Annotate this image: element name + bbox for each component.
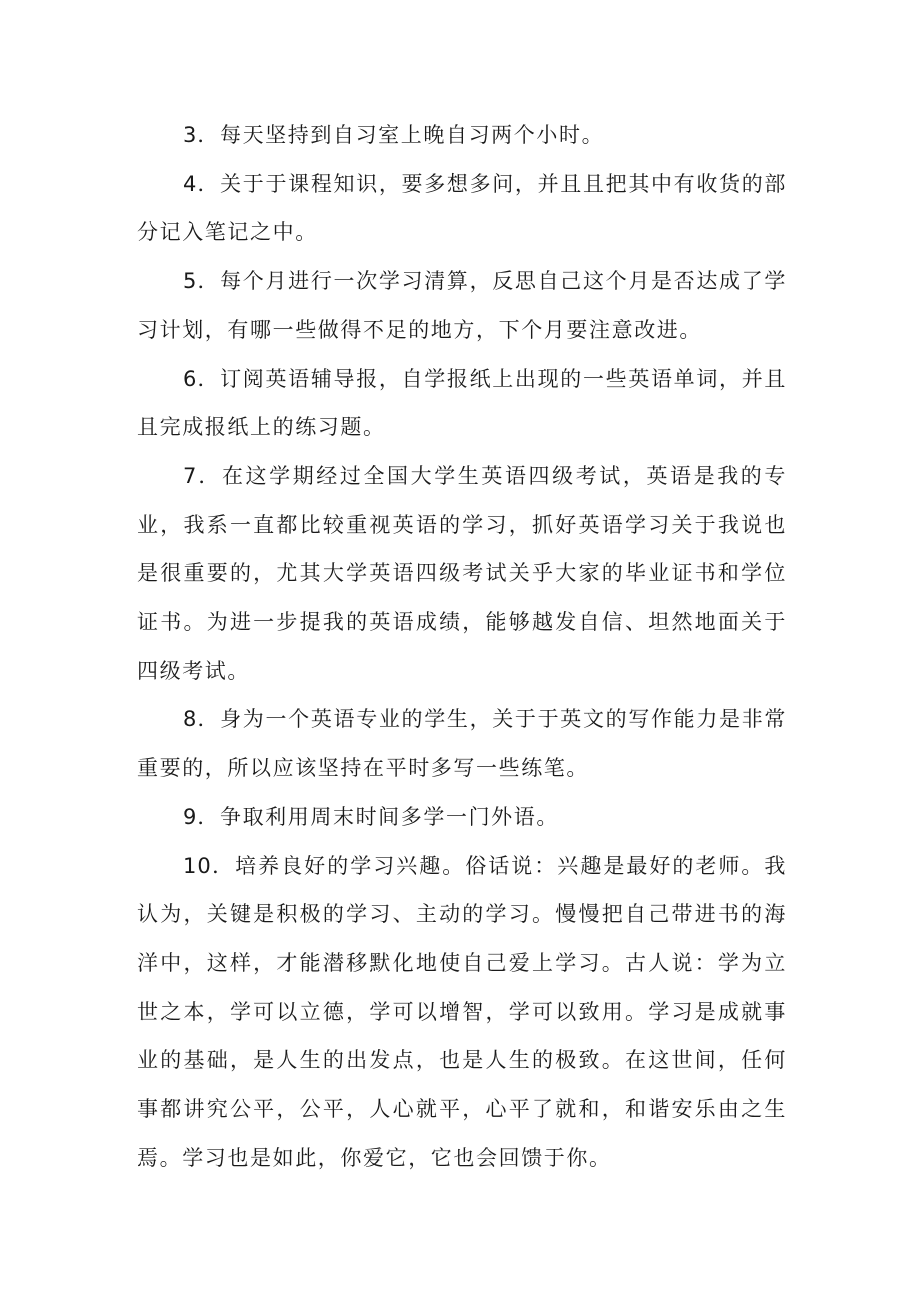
item-number: 3 (183, 123, 198, 147)
item-text: ．培养良好的学习兴趣。俗话说：兴趣是最好的老师。我认为，关键是积极的学习、主动的学习。慢慢把自己带进书的海洋中，这样，才能潜移默化地使自己爱上学习。古人说：学为立世之本，学可以立德，学可以增智，学可以致用。学习是成就事业的基础，是人生的出发点，也是人生的极致。在这世间，任何事都讲究公平，公平，人心就平，心平了就和，和谐安乐由之生焉。学习也是如此，你爱它，它也会回馈于你。 (137, 853, 787, 1170)
item-text: ．在这学期经过全国大学生英语四级考试，英语是我的专业，我系一直都比较重视英语的学习，抓好英语学习关于我说也是很重要的，尤其大学英语四级考试关乎大家的毕业证书和学位证书。为进一步提我的英语成绩，能够越发自信、坦然地面关于四级考试。 (137, 463, 787, 683)
item-text: ．关于于课程知识，要多想多问，并且且把其中有收货的部分记入笔记之中。 (137, 171, 787, 245)
list-item-3 (137, 111, 787, 160)
item-number: 5 (183, 269, 198, 294)
item-number: 8 (183, 707, 198, 732)
item-text: ．每天坚持到自习室上晚自习两个小时。 (197, 123, 605, 147)
item-number: 6 (183, 366, 198, 391)
item-text: ．身为一个英语专业的学生，关于于英文的写作能力是非常重要的，所以应该坚持在平时多写一些练笔。 (137, 707, 787, 781)
list-item-7 (137, 452, 787, 696)
item-number: 4 (183, 171, 198, 196)
list-item-8 (137, 695, 787, 792)
item-text: ．订阅英语辅导报，自学报纸上出现的一些英语单词，并且且完成报纸上的练习题。 (137, 366, 787, 440)
item-number: 7 (183, 463, 198, 488)
list-item-9 (137, 793, 787, 842)
list-item-4 (137, 160, 787, 257)
item-number: 9 (183, 804, 198, 829)
list-item-6 (137, 355, 787, 452)
list-item-5 (137, 257, 787, 354)
item-number: 10 (183, 853, 212, 878)
list-item-10 (137, 842, 787, 1183)
item-text: ．每个月进行一次学习清算，反思自己这个月是否达成了学习计划，有哪一些做得不足的地方，下个月要注意改进。 (137, 269, 787, 342)
item-text: ．争取利用周末时间多学一门外语。 (197, 804, 559, 829)
document-body (137, 111, 787, 1182)
